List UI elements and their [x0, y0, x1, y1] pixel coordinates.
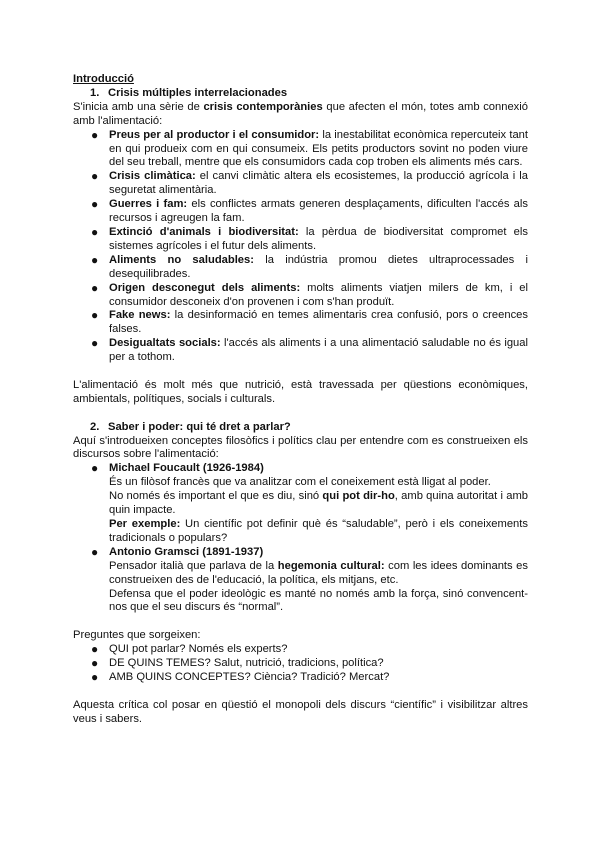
- thinkers-list: [73, 462, 528, 476]
- list-item: ● Fake news: la desinformació en temes alimentaris crea confusió, pors o creences falses.: [91, 308, 528, 336]
- questions-title: Preguntes que sorgeixen:: [73, 629, 201, 642]
- gramsci-desc-2: Defensa que el poder ideològic es manté no només amb la força, sinó convencent-nos que el seu discurs és “normal”.: [109, 587, 528, 614]
- bullet-icon: ●: [91, 642, 99, 657]
- bullet-icon: ●: [91, 127, 99, 142]
- bullet-icon: ●: [91, 169, 99, 184]
- list-item: ● Guerres i fam: els conflictes armats generen desplaçaments, dificulten l'accés als recursos i agreugen la fam.: [91, 197, 528, 225]
- bullet-icon: ●: [91, 197, 99, 212]
- section2-number: 2.: [90, 420, 100, 433]
- crisis-list: [73, 129, 528, 365]
- document-page: [73, 73, 528, 727]
- section1-title: Crisis múltiples interrelacionades: [108, 86, 288, 99]
- section1-number: 1.: [90, 86, 100, 99]
- section2-lead: Aquí s'introdueixen conceptes filosòfics i polítics clau per entendre com es construeixen els discursos sobre l'alimentació:: [73, 434, 528, 461]
- bullet-icon: ●: [91, 252, 99, 267]
- bullet-icon: ●: [91, 280, 99, 295]
- list-item: ● Origen desconegut dels aliments: molts aliments viatjen milers de km, i el consumidor desconeix d'on provenen i com s'han produït.: [91, 280, 528, 308]
- conclusion: Aquesta crítica col posar en qüestió el monopoli dels discurs “científic” i visibilitzar altres veus i sabers.: [73, 698, 528, 725]
- section2-heading: [90, 421, 528, 435]
- bullet-icon: ●: [91, 308, 99, 323]
- list-item-foucault: ● Michael Foucault (1926-1984): [91, 461, 264, 476]
- bullet-icon: ●: [91, 544, 99, 559]
- bullet-icon: ●: [91, 669, 99, 684]
- bullet-icon: ●: [91, 336, 99, 351]
- list-item: ● Aliments no saludables: la indústria promou dietes ultraprocessades i desequilibrades.: [91, 252, 528, 280]
- list-item: ● QUI pot parlar? Només els experts?: [91, 642, 288, 657]
- list-item: ● DE QUINS TEMES? Salut, nutrició, tradicions, política?: [91, 656, 384, 671]
- thinkers-list-2: [73, 546, 528, 560]
- section1-closing: L'alimentació és molt més que nutrició, està travessada per qüestions econòmiques, ambientals, polítiques, socials i culturals.: [73, 378, 528, 405]
- foucault-desc-1: És un filòsof francès que va analitzar com el coneixement està lligat al poder.: [109, 476, 491, 489]
- bullet-icon: ●: [91, 224, 99, 239]
- list-item: ● AMB QUINS CONCEPTES? Ciència? Tradició? Mercat?: [91, 669, 390, 684]
- list-item: ● Extinció d'animals i biodiversitat: la pèrdua de biodiversitat compromet els sistemes agrícoles i el futur dels aliments.: [91, 224, 528, 252]
- section1-lead: S'inicia amb una sèrie de crisis contemporànies que afecten el món, totes amb connexió amb l'alimentació:: [73, 100, 528, 127]
- list-item: ● Desigualtats socials: l'accés als aliments i a una alimentació saludable no és igual per a tothom.: [91, 336, 528, 364]
- gramsci-desc-1: Pensador italià que parlava de la hegemonia cultural: com les idees dominants es construeixen des de l'educació, la política, els mitjans, etc.: [109, 559, 528, 586]
- section1-heading: [90, 87, 528, 101]
- intro-title: Introducció: [73, 73, 134, 85]
- foucault-example: Per exemple: Un científic pot definir què és “saludable”, però i els coneixements tradicionals o populars?: [109, 517, 528, 544]
- list-item: ● Preus per al productor i el consumidor: la inestabilitat econòmica repercuteix tant en qui produeix com en qui consumeix. Els petits productors sovint no poden viure del seu treball, mentre que els consumidors cada cop troben els aliments més cars.: [91, 127, 528, 169]
- list-item-gramsci: ● Antonio Gramsci (1891-1937): [91, 544, 264, 559]
- list-item: ● Crisis climàtica: el canvi climàtic altera els ecosistemes, la producció agrícola i la seguretat alimentària.: [91, 169, 528, 197]
- bullet-icon: ●: [91, 461, 99, 476]
- questions-list: [73, 643, 528, 685]
- bullet-icon: ●: [91, 656, 99, 671]
- foucault-desc-2: No només és important el que es diu, sinó qui pot dir-ho, amb quina autoritat i amb quin impacte.: [109, 490, 528, 517]
- section2-title: Saber i poder: qui té dret a parlar?: [108, 420, 291, 433]
